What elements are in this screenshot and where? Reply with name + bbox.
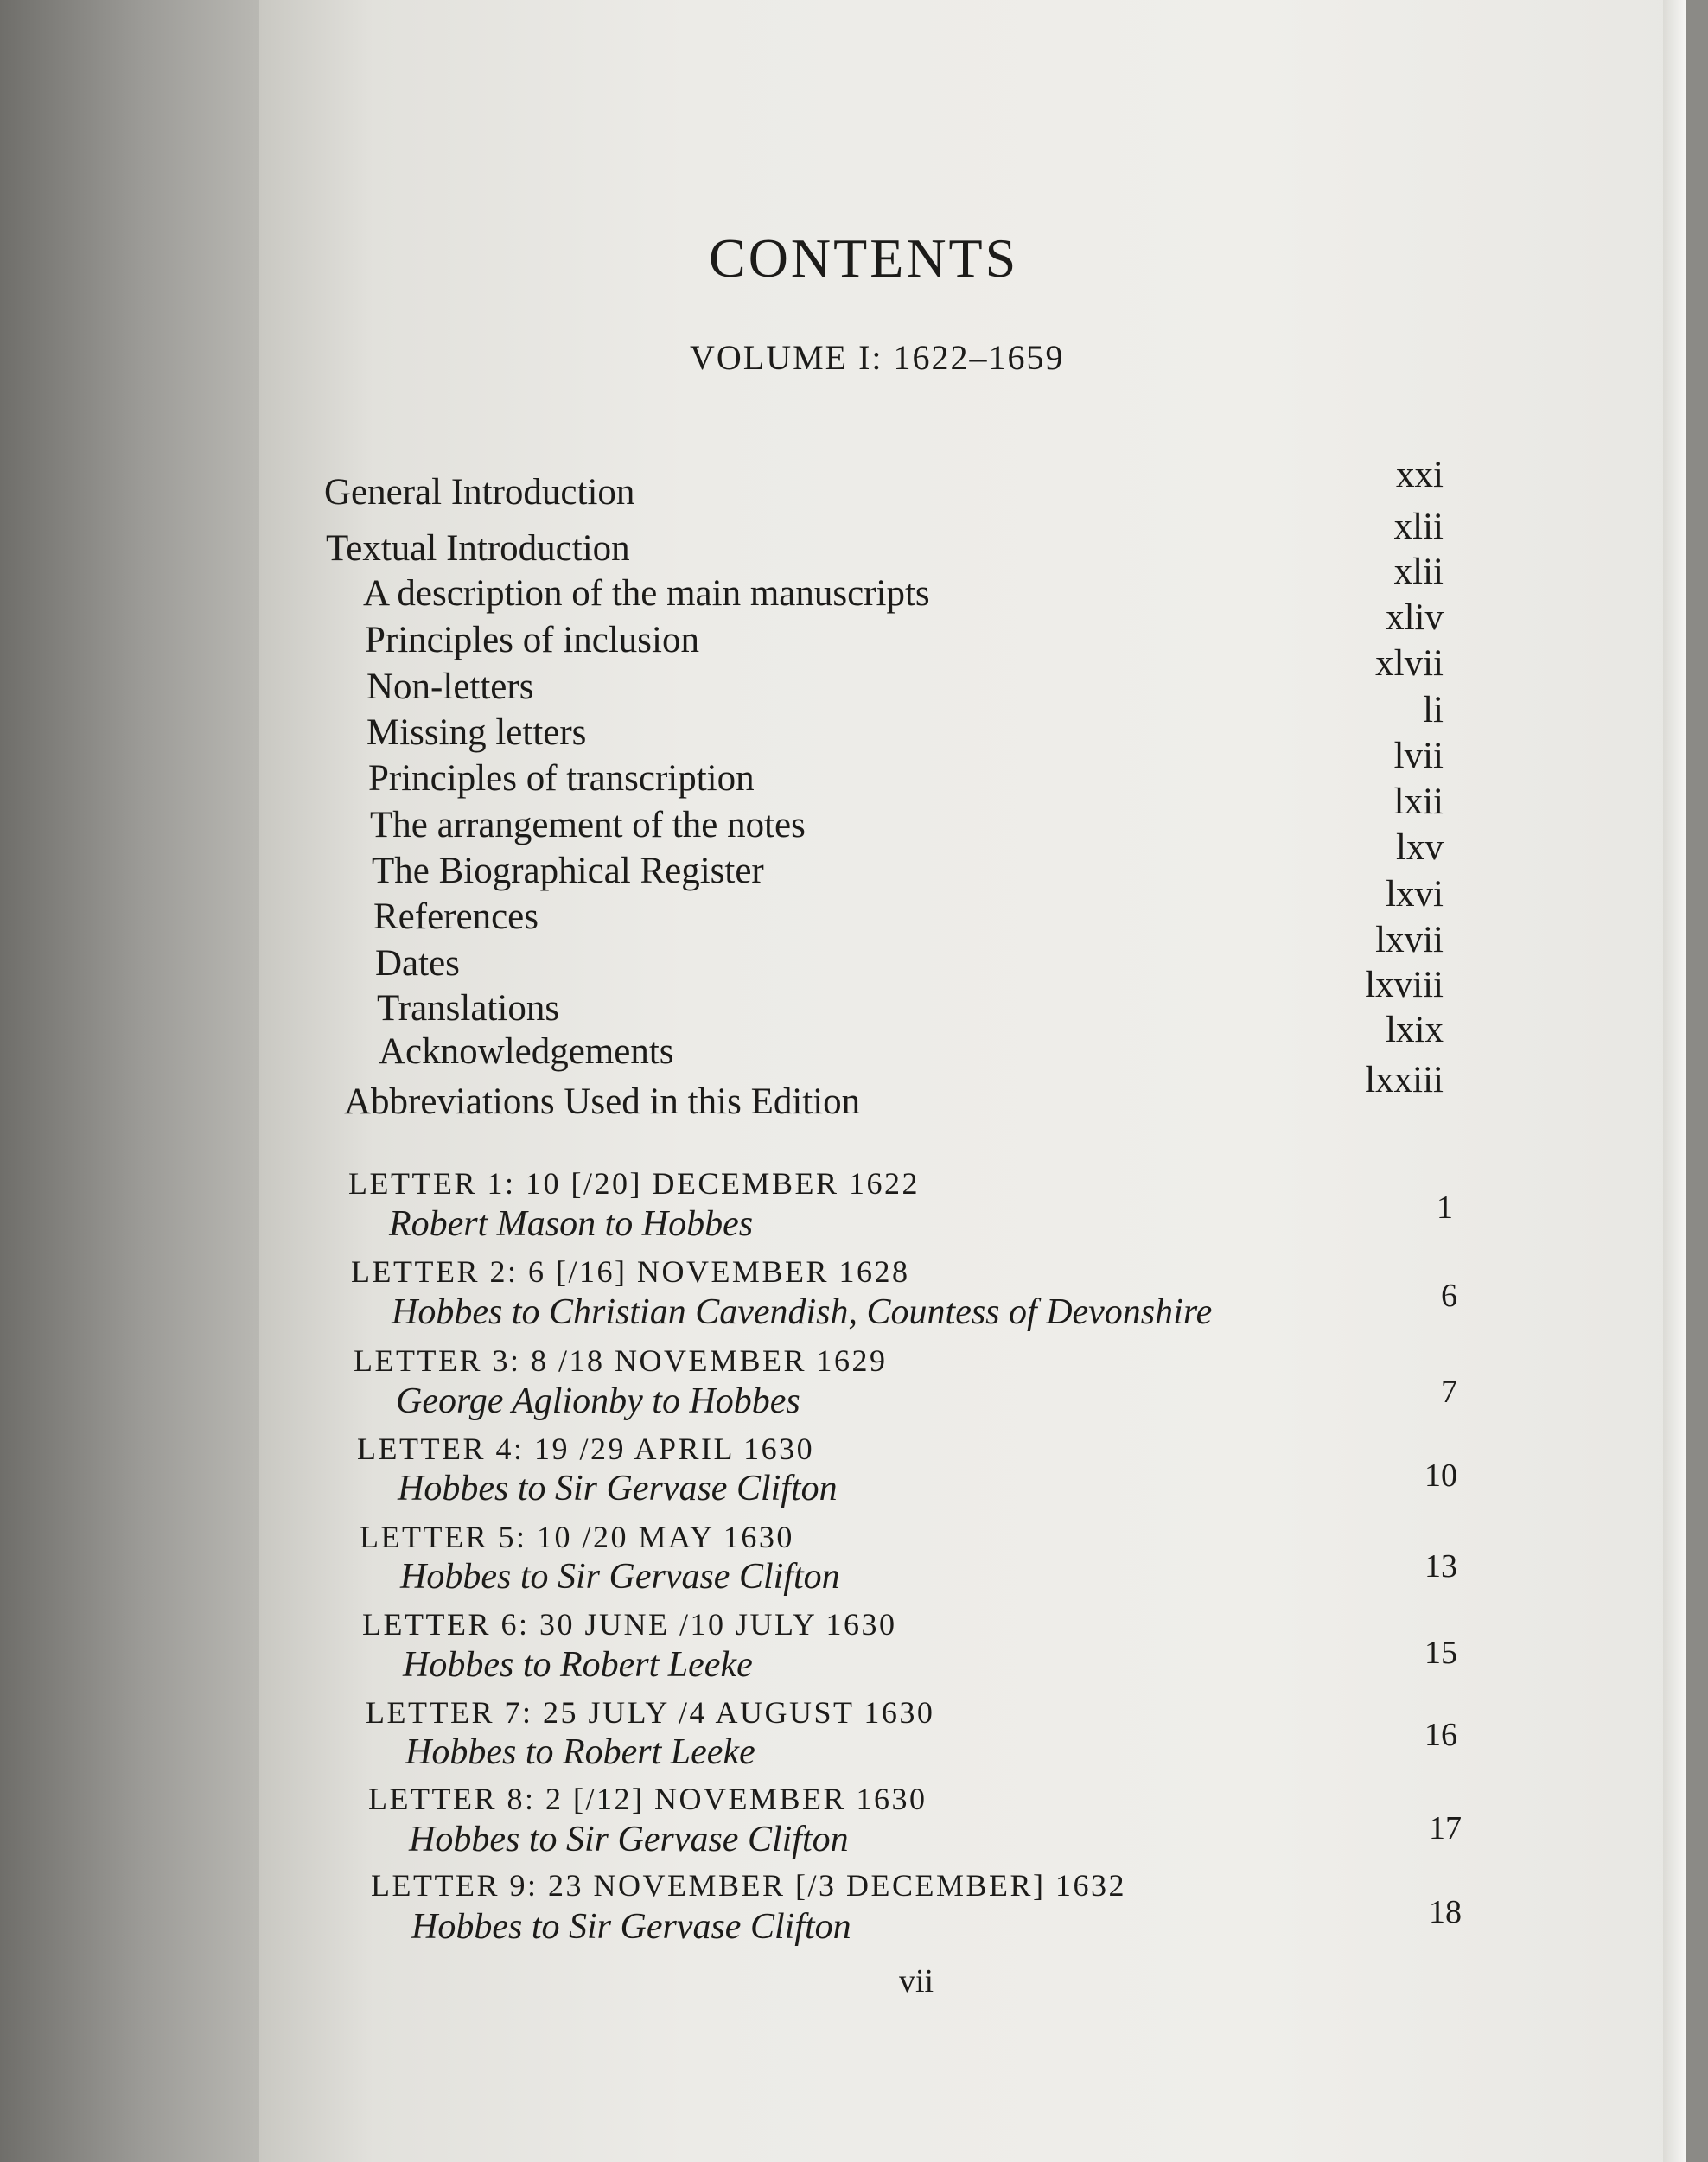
toc-entry-page: xlvii [1375,643,1444,684]
toc-entry-label: Dates [375,943,460,984]
letter-heading: LETTER 3: 8 /18 NOVEMBER 1629 [354,1343,888,1378]
toc-entry-page: lxxiii [1365,1060,1444,1100]
letter-page: 15 [1424,1635,1457,1671]
letter-page: 13 [1424,1548,1457,1585]
toc-entry-label: Textual Introduction [326,528,630,569]
letter-heading: LETTER 2: 6 [/16] NOVEMBER 1628 [351,1254,910,1289]
letter-correspondents: Hobbes to Sir Gervase Clifton [409,1820,849,1859]
toc-entry-label: General Introduction [324,472,635,513]
toc-entry-page: lxviii [1365,965,1444,1005]
toc-entry-label: The Biographical Register [372,851,764,891]
toc-entry-page: li [1423,690,1444,730]
letter-page: 16 [1424,1717,1457,1753]
letter-correspondents: Hobbes to Robert Leeke [405,1732,755,1772]
toc-entry-page: xlii [1393,507,1444,547]
toc-entry-page: xlii [1393,552,1444,592]
letter-correspondents: Hobbes to Robert Leeke [403,1645,753,1685]
letter-page: 17 [1429,1810,1462,1846]
page-edge [1663,0,1686,2162]
toc-entry-label: Non-letters [366,666,534,707]
letter-page: 1 [1437,1189,1453,1226]
toc-entry-label: The arrangement of the notes [370,805,806,845]
toc-entry-page: lxix [1386,1010,1444,1050]
page-folio: vii [899,1963,934,1999]
toc-entry-page: lxvi [1386,874,1444,915]
letter-correspondents: Robert Mason to Hobbes [389,1204,754,1244]
letter-page: 10 [1424,1457,1457,1494]
letter-heading: LETTER 4: 19 /29 APRIL 1630 [357,1432,815,1466]
letter-correspondents: Hobbes to Sir Gervase Clifton [398,1469,838,1508]
toc-entry-label: Missing letters [366,712,587,753]
letter-heading: LETTER 7: 25 JULY /4 AUGUST 1630 [366,1695,935,1730]
page-title: CONTENTS [709,227,1019,289]
toc-entry-label: Translations [377,988,560,1029]
book-gutter-shadow [0,0,259,2162]
toc-entry-label: Principles of inclusion [365,620,699,660]
toc-entry-label: References [373,896,539,937]
toc-entry-page: lxvii [1375,920,1444,960]
letter-page: 18 [1429,1894,1462,1930]
letter-heading: LETTER 6: 30 JUNE /10 JULY 1630 [362,1607,897,1642]
toc-entry-page: xliv [1386,597,1444,638]
letter-page: 6 [1441,1278,1457,1314]
volume-heading: VOLUME I: 1622–1659 [690,338,1065,377]
letter-page: 7 [1441,1374,1457,1410]
letter-correspondents: Hobbes to Sir Gervase Clifton [411,1907,851,1947]
letter-heading: LETTER 5: 10 /20 MAY 1630 [360,1520,794,1554]
letter-heading: LETTER 9: 23 NOVEMBER [/3 DECEMBER] 1632 [371,1868,1126,1903]
letter-correspondents: Hobbes to Sir Gervase Clifton [400,1557,840,1597]
toc-entry-label: Abbreviations Used in this Edition [344,1081,861,1122]
toc-entry-page: lxv [1396,827,1444,868]
letter-correspondents: Hobbes to Christian Cavendish, Countess of Devonshire [392,1292,1213,1332]
letter-heading: LETTER 1: 10 [/20] DECEMBER 1622 [348,1166,920,1201]
toc-entry-page: xxi [1396,455,1444,495]
toc-entry-label: Acknowledgements [379,1031,674,1072]
letter-heading: LETTER 8: 2 [/12] NOVEMBER 1630 [368,1782,927,1816]
letter-correspondents: George Aglionby to Hobbes [396,1381,800,1421]
toc-entry-page: lxii [1393,781,1444,822]
toc-entry-page: lvii [1393,736,1444,776]
toc-entry-label: A description of the main manuscripts [363,573,930,614]
toc-entry-label: Principles of transcription [368,758,755,799]
